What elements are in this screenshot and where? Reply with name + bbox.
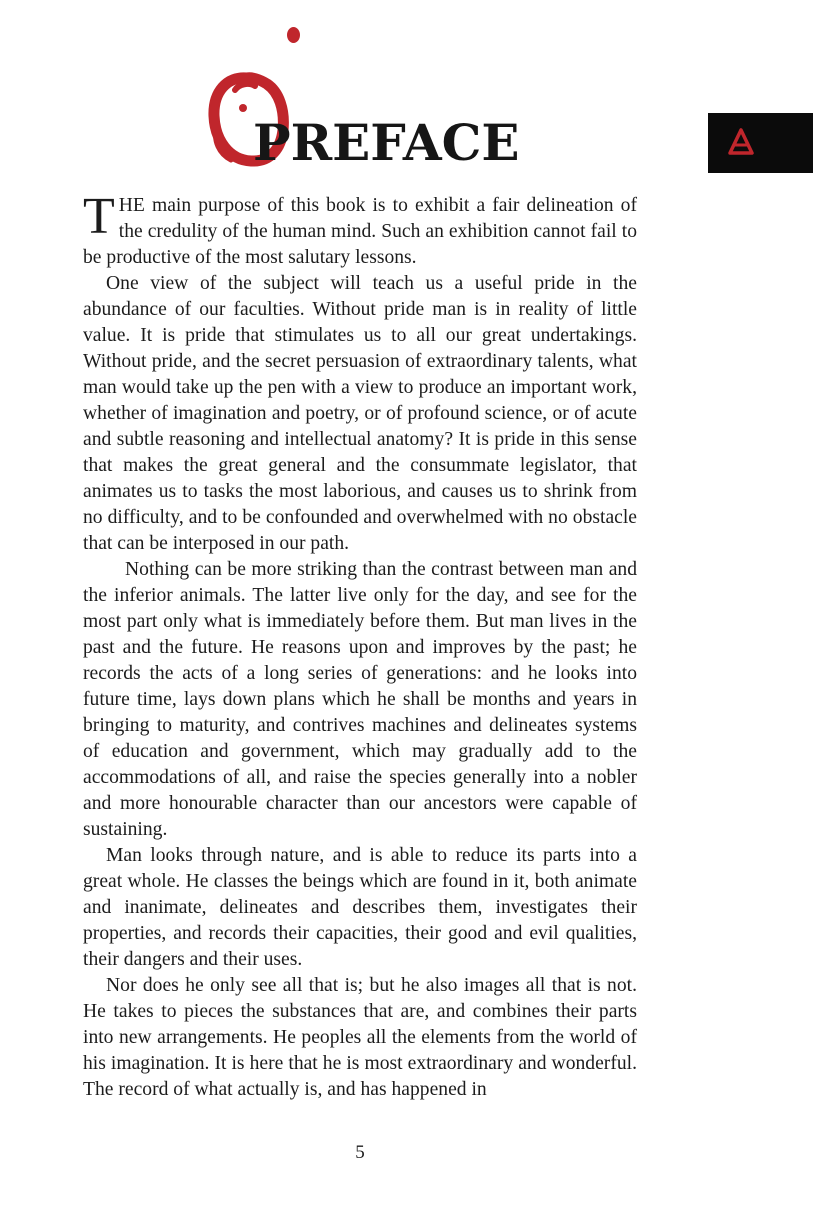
paragraph [83, 188, 637, 271]
triangle-icon [727, 127, 755, 157]
paragraph: One view of the subject will teach us a useful pride in the abundance of our faculties. Without pride man is in reality of little value. It is pride that stimulates us to all our great undertakings. Without pride, and the secret persuasion of extraordinary talents, what man would take up the pen with a view to produce an important work, whether of imagination and poetry, or of profound science, or of acute and subtle reasoning and intellectual anatomy? It is pride in this sense that makes the great general and the consummate legislator, that animates us to tasks the most laborious, and causes us to shrink from no difficulty, and to be confounded and overwhelmed with no obstacle that can be interposed in our path. [83, 273, 637, 554]
side-tab [708, 113, 813, 173]
page-number: 5 [355, 1142, 365, 1163]
paragraph-text: HE main purpose of this book is to exhibit a fair delineation of the credulity of the human mind. Such an exhibition cannot fail to be productive of the most salutary lessons. [83, 195, 637, 268]
chapter-title: PREFACE [253, 113, 520, 172]
decorative-red-dot [287, 27, 300, 43]
body-text [83, 188, 637, 1103]
drop-cap: T [83, 188, 115, 245]
paragraph: Nor does he only see all that is; but he also images all that is not. He takes to pieces the substances that are, and combines their parts into new arrangements. He peoples all the elements from the world of his imagination. It is here that he is most extraordinary and wonderful. The record of what actually is, and has happened in [83, 975, 637, 1100]
chapter-heading [205, 70, 525, 185]
paragraph: Man looks through nature, and is able to reduce its parts into a great whole. He classes the beings which are found in it, both animate and inanimate, delineates and describes them, investigates their properties, and records their capacities, their good and evil qualities, their dangers and their uses. [83, 845, 637, 970]
paragraph: Nothing can be more striking than the contrast between man and the inferior animals. The latter live only for the day, and see for the most part only what is immediately before them. But man lives in the past and the future. He reasons upon and improves by the past; he records the acts of a long series of generations: and he looks into future time, lays down plans which he shall be months and years in bringing to maturity, and contrives machines and delineates systems of education and government, which may gradually add to the accommodations of all, and raise the species generally into a nobler and more honourable character than our ancestors were capable of sustaining. [83, 559, 637, 840]
